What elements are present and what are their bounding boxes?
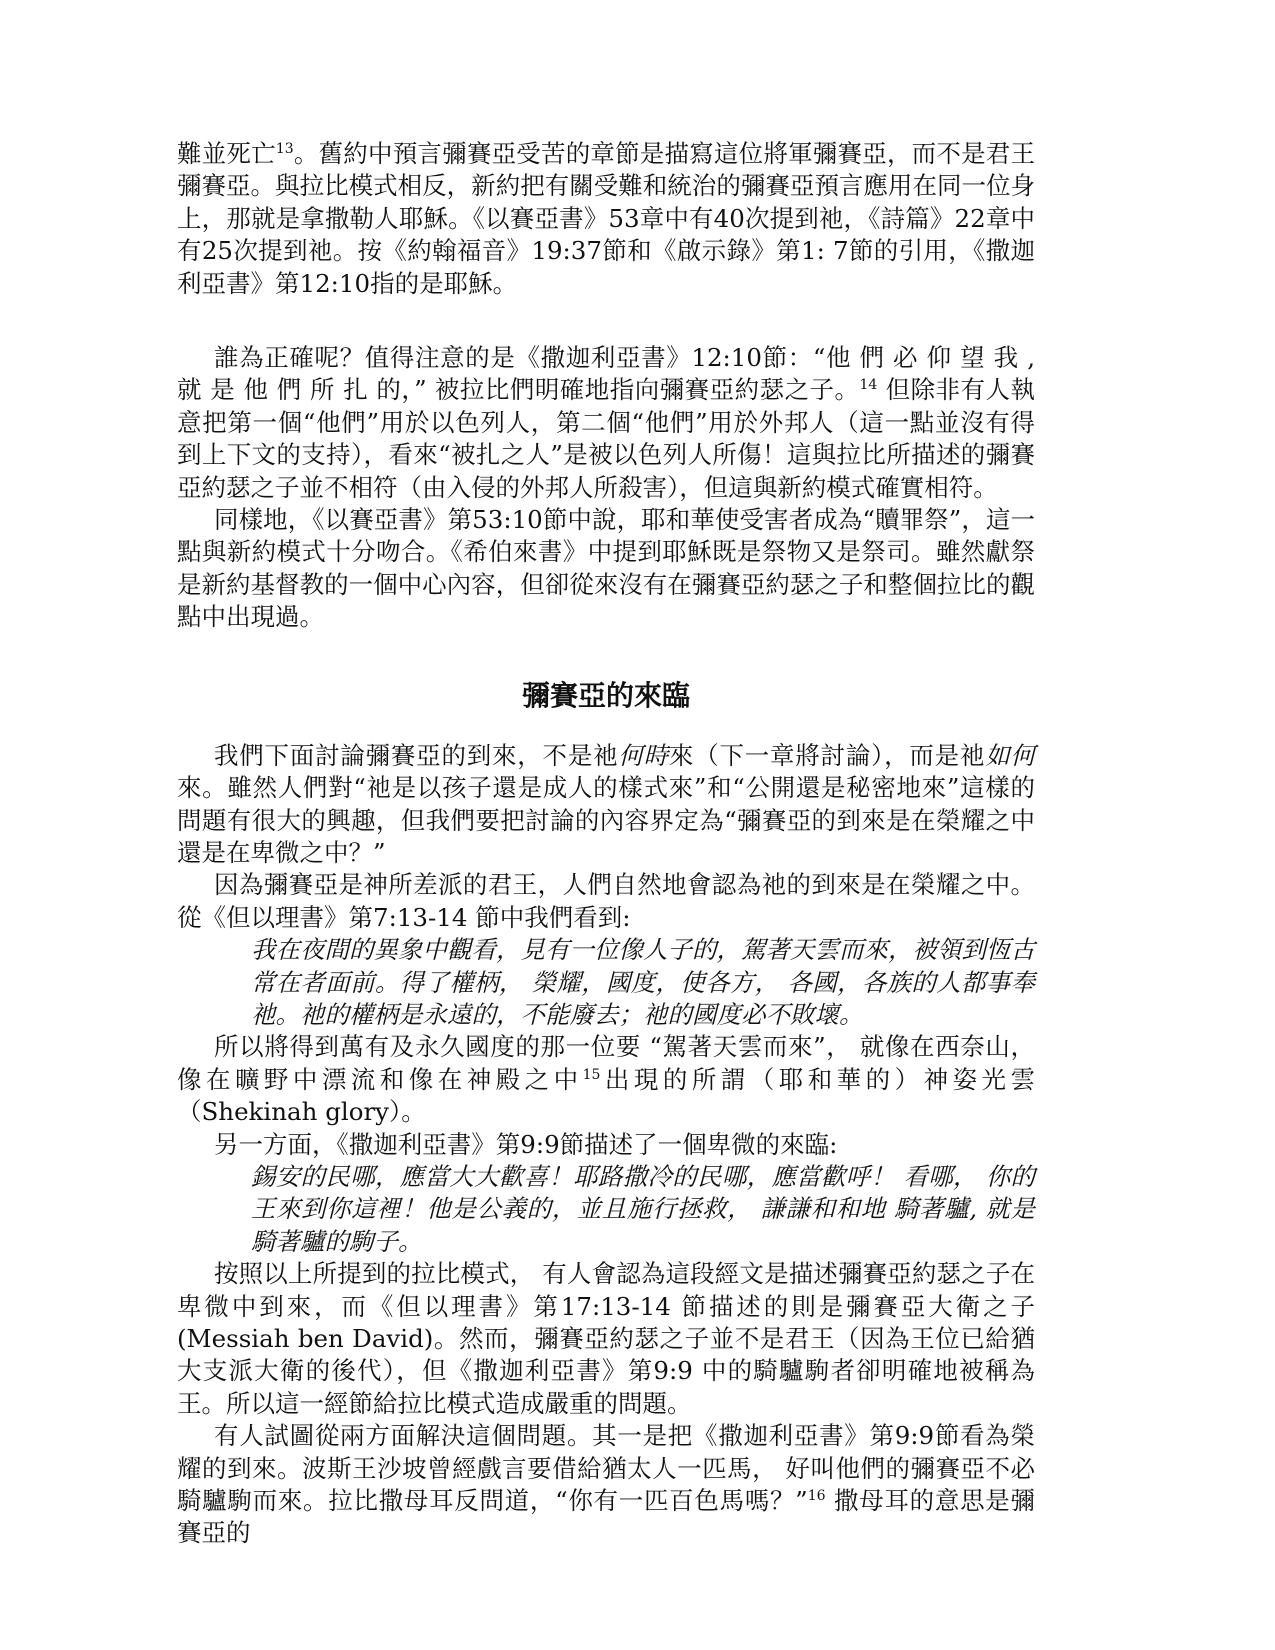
footnote-ref-13[interactable]: 13 <box>275 140 294 157</box>
text: 但除非有人執意把第一個“他們”用於以色列人，第二個“他們”用於外邦人（這一點並沒有得到上下文的支持），看來“被扎之人”是被以色列人所傷！這與拉比所描述的彌賽亞約瑟之子並不相符（由入侵的外邦人所殺害），但這與新約模式確實相符。 <box>177 375 1035 502</box>
paragraph-8: 按照以上所提到的拉比模式， 有人會認為這段經文是描述彌賽亞約瑟之子在卑微中到來，而《但以理書》第17:13-14 節描述的則是彌賽亞大衛之子 (Messiah ben David)。然而，彌賽亞約瑟之子並不是君王（因為王位已給猶大支派大衛的後代），但《撒迦利亞書》第9:9 中的騎驢駒者卻明確地被稱為王。所以這一經節給拉比模式造成嚴重的問題。 <box>177 1259 1035 1418</box>
paragraph-4 <box>177 740 1035 870</box>
text: 撒母耳的意思是彌賽亞的 <box>177 1486 1035 1548</box>
paragraph-5: 因為彌賽亞是神所差派的君王，人們自然地會認為祂的到來是在榮耀之中。從《但以理書》第7:13-14 節中我們看到: <box>177 870 1035 932</box>
text: 。舊約中預言彌賽亞受苦的章節是描寫這位將軍彌賽亞，而不是君王彌賽亞。與拉比模式相反，新約把有關受難和統治的彌賽亞預言應用在同一位身上，那就是拿撒勒人耶穌。《以賽亞書》53章中有40次提到祂，《詩篇》22章中有25次提到祂。按《約翰福音》19:37節和《啟示錄》第1: 7節的引用，《撒迦利亞書》第12:10指的是耶穌。 <box>177 139 1035 298</box>
text: 有人試圖從兩方面解決這個問題。其一是把《撒迦利亞書》第9:9節看為榮耀的到來。波斯王沙坡曾經戲言要借給猶太人一匹馬， 好叫他們的彌賽亞不必騎驢駒而來。拉比撒母耳反問道，“你有一匹百色馬嗎？” <box>177 1421 1035 1516</box>
block-quote-daniel: 我在夜間的異象中觀看，見有一位像人子的，駕著天雲而來，被領到恆古常在者面前。得了權柄， 榮耀，國度，使各方， 各國，各族的人都事奉祂。祂的權柄是永遠的，不能廢去；祂的國度必不敗壞。 <box>251 935 1035 1029</box>
paragraph-7: 另一方面，《撒迦利亞書》第9:9節描述了一個卑微的來臨: <box>214 1129 838 1159</box>
emphasis-when: 何時 <box>618 740 669 770</box>
document-page <box>177 138 1035 1550</box>
paragraph-9 <box>177 1420 1035 1550</box>
section-heading: 彌賽亞的來臨 <box>521 678 690 712</box>
paragraph-2 <box>177 342 1035 504</box>
text: 所以將得到萬有及永久國度的那一位要 “駕著天雲而來”， 就像在西奈山，像在曠野中漂流和像在神殿之中 <box>177 1032 1035 1094</box>
paragraph-1 <box>177 138 1035 300</box>
text: 我們下面討論彌賽亞的到來，不是祂 <box>214 740 619 770</box>
emphasis-how: 如何 <box>985 740 1036 770</box>
footnote-ref-14[interactable]: 14 <box>859 377 878 394</box>
text: 來（下一章將討論），而是祂 <box>668 740 986 770</box>
text: 誰為正確呢？值得注意的是《撒迦利亞書》12:10節：“他 們 必 仰 望 我 , 就 是 他 們 所 扎 的，” 被拉比們明確地指向彌賽亞約瑟之子。 <box>177 343 1035 405</box>
paragraph-6 <box>177 1031 1035 1128</box>
footnote-ref-16[interactable]: 16 <box>807 1487 826 1504</box>
footnote-ref-15[interactable]: 15 <box>582 1066 601 1083</box>
text: 出現的所謂（耶和華的）神姿光雲（Shekinah glory）。 <box>177 1064 1036 1127</box>
block-quote-zechariah: 錫安的民哪，應當大大歡喜！耶路撒冷的民哪，應當歡呼！ 看哪， 你的王來到你這裡！他是公義的，並且施行拯救， 謙謙和和地 騎著驢, 就是騎著驢的駒子。 <box>251 1161 1035 1256</box>
text: 難並死亡 <box>177 139 276 168</box>
text: 來。雖然人們對“祂是以孩子還是成人的樣式來”和“公開還是秘密地來”這樣的問題有很大的興趣，但我們要把討論的內容界定為“彌賽亞的到來是在榮耀之中還是在卑微之中？” <box>177 773 1035 867</box>
paragraph-3: 同樣地，《以賽亞書》第53:10節中說，耶和華使受害者成為“贖罪祭”，這一點與新約模式十分吻合。《希伯來書》中提到耶穌既是祭物又是祭司。雖然獻祭是新約基督教的一個中心內容，但卻從來沒有在彌賽亞約瑟之子和整個拉比的觀點中出現過。 <box>177 505 1035 632</box>
